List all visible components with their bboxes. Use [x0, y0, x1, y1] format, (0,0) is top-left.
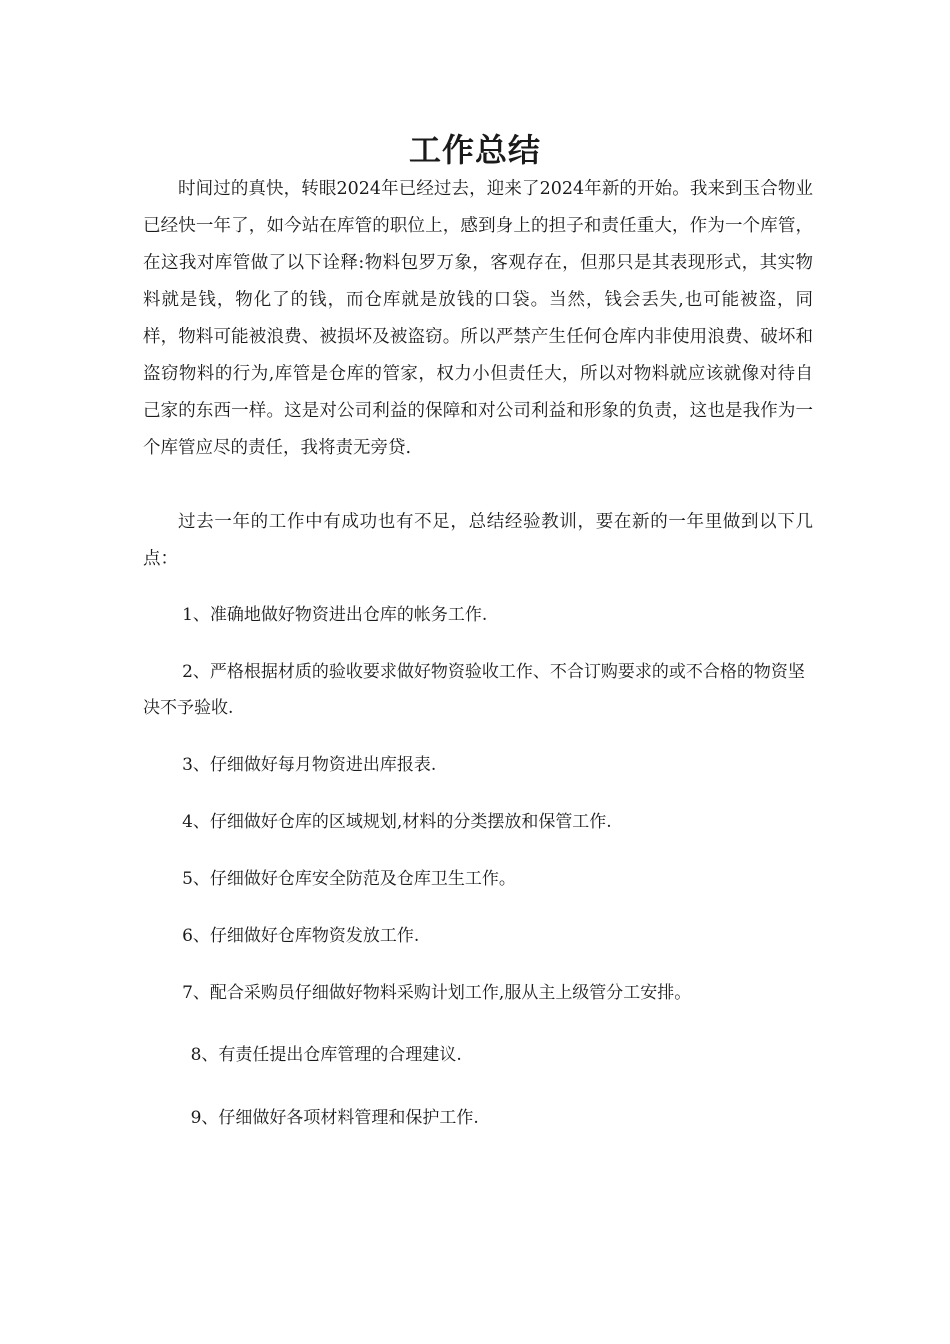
list-item: 1、准确地做好物资进出仓库的帐务工作.	[182, 605, 488, 625]
list-item: 2、严格根据材质的验收要求做好物资验收工作、不合订购要求的或不合格的物资坚决不予验收.	[143, 662, 805, 718]
summary-paragraph: 过去一年的工作中有成功也有不足，总结经验教训，要在新的一年里做到以下几点：	[143, 512, 813, 569]
list-item: 5、仔细做好仓库安全防范及仓库卫生工作。	[182, 869, 516, 889]
list-item: 6、仔细做好仓库物资发放工作.	[182, 926, 420, 946]
intro-paragraph: 时间过的真快，转眼2024年已经过去，迎来了2024年新的开始。我来到玉合物业已经快一年了，如今站在库管的职位上，感到身上的担子和责任重大，作为一个库管，在这我对库管做了以下诠释:物料包罗万象，客观存在，但那只是其表现形式，其实物料就是钱，物化了的钱，而仓库就是放钱的口袋。当然，钱会丢失,也可能被盗，同样，物料可能被浪费、被损坏及被盗窃。所以严禁产生任何仓库内非使用浪费、破坏和盗窃物料的行为,库管是仓库的管家，权力小但责任大，所以对物料就应该就像对待自己家的东西一样。这是对公司利益的保障和对公司利益和形象的负责，这也是我作为一个库管应尽的责任，我将责无旁贷.	[143, 179, 813, 458]
list-item: 8、有责任提出仓库管理的合理建议.	[190, 1045, 462, 1065]
list-item: 3、仔细做好每月物资进出库报表.	[182, 755, 437, 775]
list-item: 7、配合采购员仔细做好物料采购计划工作,服从主上级管分工安排。	[182, 983, 692, 1003]
list-item: 4、仔细做好仓库的区域规划,材料的分类摆放和保管工作.	[182, 812, 612, 832]
document-title: 工作总结	[408, 131, 541, 169]
list-item: 9、仔细做好各项材料管理和保护工作.	[190, 1108, 479, 1128]
